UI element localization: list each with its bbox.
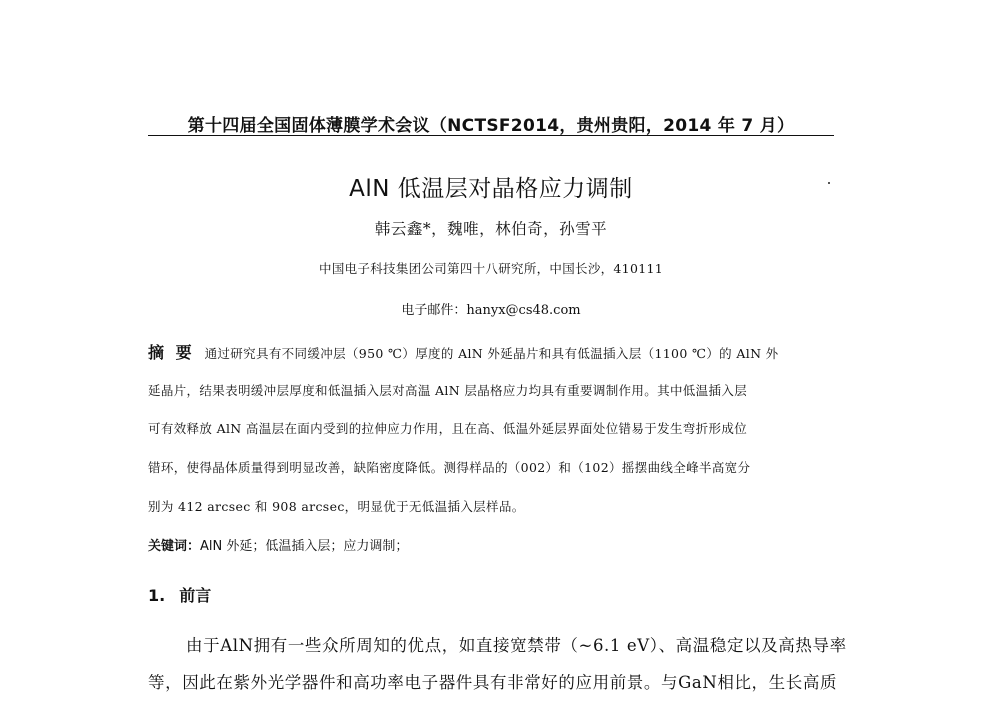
abstract-text: 通过研究具有不同缓冲层（950 ℃）厚度的 AlN 外延晶片和具有低温插入层（1100 ℃）的 AlN 外: [204, 346, 779, 361]
abstract-line: 错环，使得晶体质量得到明显改善，缺陷密度降低。测得样品的（002）和（102）摇摆曲线全峰半高宽分: [148, 460, 751, 475]
abstract-label: 摘 要: [148, 343, 195, 362]
author-list: 韩云鑫*，魏唯，林伯奇，孙雪平: [374, 220, 608, 238]
body-line: 等，因此在紫外光学器件和高功率电子器件具有非常好的应用前景。与GaN相比，生长高质: [148, 673, 838, 692]
keywords-label: 关键词：: [148, 539, 201, 554]
section-number: 1.: [148, 586, 166, 605]
section-heading: [148, 583, 211, 606]
affiliation: 中国电子科技集团公司第四十八研究所，中国长沙，410111: [319, 261, 663, 276]
keywords-text: AlN 外延；低温插入层；应力调制；: [200, 539, 409, 554]
header-rule: [148, 135, 834, 136]
body-line: 由于AlN拥有一些众所周知的优点，如直接宽禁带（~6.1 eV）、高温稳定以及高热导率: [186, 636, 847, 655]
contact-email: 电子邮件：hanyx@cs48.com: [401, 303, 581, 318]
paper-title: AlN 低温层对晶格应力调制: [349, 176, 633, 202]
keywords: [148, 535, 408, 554]
section-title: 前言: [179, 586, 212, 605]
running-header: 第十四届全国固体薄膜学术会议（NCTSF2014，贵州贵阳，2014 年 7 月）: [187, 116, 795, 136]
abstract-line: 别为 412 arcsec 和 908 arcsec，明显优于无低温插入层样品。: [148, 499, 525, 514]
abstract-line: [148, 340, 779, 363]
abstract-line: 可有效释放 AlN 高温层在面内受到的拉伸应力作用，且在高、低温外延层界面处位错易于发生弯折形成位: [148, 421, 748, 436]
abstract-line: 延晶片，结果表明缓冲层厚度和低温插入层对高温 AlN 层晶格应力均具有重要调制作用。其中低温插入层: [148, 383, 748, 398]
